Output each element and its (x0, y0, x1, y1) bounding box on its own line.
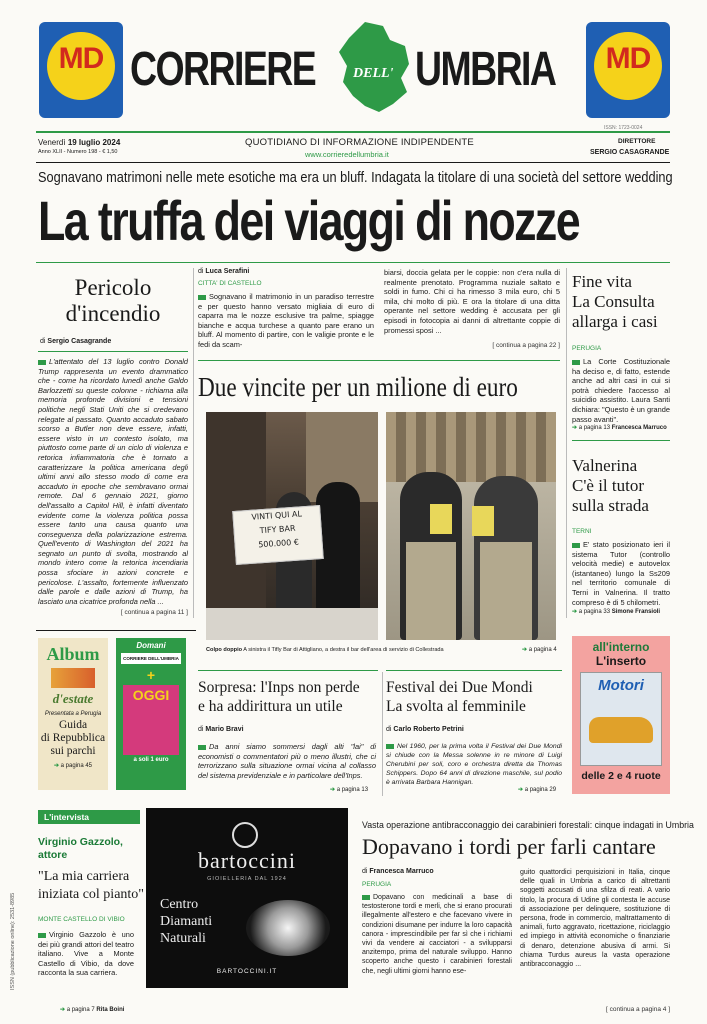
lead-continue[interactable]: [ continua a pagina 22 ] (492, 342, 560, 349)
interview-ref-page: a pagina 7 (66, 1007, 95, 1013)
poaching-continue[interactable]: [ continua a pagina 4 ] (606, 1006, 670, 1013)
editorial-byline-prefix: di (40, 338, 46, 345)
festival-byline (386, 726, 464, 733)
poaching-kicker: Vasta operazione antibracconaggio dei carabinieri forestali: cinque indagati in Umbria (362, 820, 694, 830)
lottery-top-rule (198, 360, 560, 361)
date-line (38, 138, 120, 147)
inps-ref[interactable] (330, 786, 368, 795)
lottery-ref[interactable] (522, 646, 557, 655)
insert-line2: L'inserto (595, 654, 647, 668)
website-link[interactable]: www.corrieredellumbria.it (305, 150, 389, 159)
inps-text (198, 742, 376, 780)
album-guide (38, 719, 108, 758)
lead-kicker: Sognavano matrimoni nelle mete esotiche ma era un bluff. Indagata la titolare di una società del settore wedding (38, 170, 673, 186)
festival-ref-page: a pagina 29 (524, 787, 557, 793)
inps-headline (198, 678, 360, 716)
arrow-icon: ➔ (572, 425, 578, 431)
ad-line3: Naturali (160, 931, 206, 946)
issue-line: Anno XLII - Numero 198 - € 1,50 (38, 149, 118, 155)
tagline: QUOTIDIANO DI INFORMAZIONE INDIPENDENTE (245, 137, 474, 148)
valnerina-text (572, 540, 670, 607)
insert-footer: delle 2 e 4 ruote (581, 770, 661, 782)
ad-line1: Centro (160, 897, 199, 912)
sidebar-rule (572, 440, 670, 441)
poaching-byline (362, 868, 434, 875)
masthead-rule (36, 131, 670, 133)
interview-quote-line1: "La mia carriera (38, 869, 130, 884)
md-logo-text: MD (605, 42, 651, 75)
editorial-headline (38, 275, 188, 327)
valnerina-ref-page: a pagina 33 (578, 609, 611, 615)
album-line1: Guida (58, 719, 88, 731)
arrow-icon: ➔ (330, 787, 336, 793)
car-image (589, 717, 653, 743)
sign-line2: TIFY BAR (259, 523, 296, 536)
promo-paper: CORRIERE DELL'UMBRIA (121, 653, 181, 664)
date-prefix: Venerdì (38, 138, 66, 147)
promo-magazine: OGGI (132, 687, 170, 703)
inps-ref-page: a pagina 13 (336, 787, 369, 793)
poaching-text-col2 (520, 868, 670, 969)
inps-headline-line1: Sorpresa: l'Inps non perde (198, 679, 360, 696)
album-line2: di Repubblica (40, 732, 106, 744)
festival-author: Carlo Roberto Petrini (393, 726, 464, 733)
valnerina-headline-line3: sulla strada (572, 496, 649, 515)
editorial-body: L'attentato del 13 luglio contro Donald Trump rappresenta un evento drammatico che - come ha ricordato lunedì anche Galdo Barlozzetti su queste colonne - richiama alla memoria profonde divisioni e tensioni politiche negli Stati Uniti che si credevano relegate al passato. Quanto accaduto sabato scorso a Butler non deve essere, infatti, essere visto in un contesto isolato, ma piuttosto come parte di un ciclo di violenza e retorica infiammatoria che è tornato a caratterizzare la politica americana degli ultimi anni allo stesso modo di come era accaduto in epoche che sembravano ormai remote. Dal 6 gennaio 2021, giorno dell'assalto a Capitol Hill, è infatti diventato evidente come la violenza politica possa essere tanto una causa quanto una conseguenza della polarizzazione estrema. Quell'evento di Washington del 2021 ha segnato un punto di svolta, mostrando al mondo intero come la retorica incendiaria possa sfociare in azioni concrete e pericolose. L'assalto, fortemente influenzato dalle parole e dalle azioni di Trump, ha lasciato una cicatrice profonda nella ... (38, 357, 188, 605)
inps-byline (198, 726, 244, 733)
ring-icon (232, 822, 258, 848)
poaching-body-2: guito quattordici perquisizioni in Italia, cinque delle quali in Umbria a carico di altrettanti soggetti accusati di una sfilza di reati. A vario titolo, la procura di Udine gli contesta le accuse di associazione per delinquere, sostituzione di persona, frode in commercio, maltrattamento di animali, furto aggravato, ricettazione, riciclaggio ed impiego in attività economiche o finanziarie di denaro, detenzione abusiva di armi. Si chiama Turdus aureus la vasta operazione antibracconaggio ... (520, 869, 670, 969)
ad-sub: GIOIELLERIA DAL 1924 (207, 876, 287, 882)
festival-headline-line2: La svolta al femminile (386, 698, 526, 715)
promo-magazine-cover (123, 685, 179, 755)
fine-vita-headline (572, 272, 658, 332)
fine-vita-ref[interactable] (572, 424, 667, 433)
lottery-photo-right (386, 412, 556, 640)
paragraph-marker (572, 543, 580, 548)
fine-vita-place: PERUGIA (572, 345, 602, 352)
valnerina-body: E' stato posizionato ieri il sistema Tutor (controllo velocità medie) e autovelox (istantaneo) lungo la Ss209 nel territorio comunale di Terni in Valnerina. Il tratto compreso è di 5 chilometri. (572, 540, 670, 607)
lottery-photo-left (206, 412, 378, 640)
ad-tagline (160, 896, 212, 947)
editorial-byline (40, 338, 111, 345)
interview-name-text: Virginio Gazzolo, (38, 836, 123, 848)
festival-text (386, 742, 562, 787)
bartoccini-ad[interactable] (146, 808, 348, 988)
album-decoration (51, 668, 95, 688)
arrow-icon: ➔ (53, 763, 59, 769)
director-label: DIRETTORE (618, 138, 656, 145)
poaching-byline-prefix: di (362, 868, 368, 875)
lead-byline-prefix: di (198, 268, 204, 275)
fine-vita-ref-author: Francesca Marruco (611, 425, 667, 431)
inps-byline-prefix: di (198, 726, 204, 733)
masthead-title-umbria: UMBRIA (415, 43, 556, 96)
arrow-icon: ➔ (572, 609, 578, 615)
lead-text-col1 (198, 292, 374, 350)
valnerina-headline-line2: C'è il tutor (572, 476, 645, 495)
valnerina-ref-author: Simone Fransioli (611, 609, 661, 615)
fine-vita-headline-line2: La Consulta (572, 292, 655, 311)
editorial-headline-line2: d'incendio (65, 301, 161, 326)
poaching-text-col1 (362, 893, 512, 976)
interview-quote (38, 868, 144, 904)
md-logo-right (586, 22, 670, 118)
fine-vita-body: La Corte Costituzionale ha deciso e, di fatto, estende anche ad altri casi in cui si potrà chiedere l'accesso al suicidio assistito. Laura Santi dichiara: "Questo è un grande passo avanti". (572, 357, 670, 424)
masthead-title (130, 38, 580, 108)
editorial-rule (38, 351, 188, 352)
sign-line1: VINTI QUI AL (251, 509, 303, 522)
ticket (430, 504, 452, 534)
lead-rule (36, 262, 670, 263)
interview-role: attore (38, 849, 68, 861)
lead-body-2: biarsi, doccia gelata per le coppie: non c'era nulla di realmente prenotato. Programma nuziale saltato e soldi in fumo. Chi ci ha rimesso 3 mila euro, chi 5 mila, chi molto di più. E ora la titolare di una ditta operante nel settore wedding è accusata per gli episodi in fotocopia ai danni di altrettante coppie di promessi sposi ... (384, 268, 560, 335)
valnerina-ref[interactable] (572, 608, 660, 617)
lead-text-col2 (384, 268, 560, 335)
album-presented: Presentata a Perugia (44, 711, 102, 717)
counter (206, 608, 378, 640)
valnerina-headline (572, 456, 649, 516)
poaching-body-1: Dopavano con medicinali a base di testosterone tordi e merli, che si erano procurati illegalmente all'estero e che facevano vivere in condizioni disumane per indurre la loro capacità canora - imprescindibile per far sì che i richiami vivi da vendere ai cacciatori - a svilupparsi anzitempo, prima del naturale sviluppo. Hanno scoperto anche questo i carabinieri forestali che, negli ultimi giorni hanno ese- (362, 894, 512, 975)
lead-body-1: Sognavano il matrimonio in un paradiso terrestre e per questo hanno versato migliaia di euro di caparra ma le nozze esclusive tra palme, spiagge bianche e acqua turchese a quanto pare erano un bluff. Al momento di partire, con le valigie pronte e le fedi da scam- (198, 292, 374, 349)
lottery-caption (206, 646, 506, 655)
inps-author: Mario Bravi (205, 726, 244, 733)
paragraph-marker (572, 360, 580, 365)
middle-rule (36, 630, 196, 631)
arrow-icon: ➔ (60, 1007, 66, 1013)
paragraph-marker (198, 745, 206, 750)
issn: ISSN: 1723-0024 (604, 125, 643, 131)
festival-body: Nel 1960, per la prima volta il Festival dei Due Mondi si chiude con la Messa solenne in re minore di Luigi Cherubini per soli, coro e orchestra diretta da Thomas Schippers. Dopo 64 anni di direzione maschile, sul podio è arrivata Barbara Hannigan. (386, 743, 562, 786)
valnerina-headline-line1: Valnerina (572, 456, 638, 475)
inps-headline-line2: e ha addirittura un utile (198, 698, 343, 715)
director-name: SERGIO CASAGRANDE (590, 149, 670, 156)
promo-plus: + (146, 667, 156, 683)
diamond-ring-image (246, 900, 330, 956)
insert-line1: all'interno (592, 640, 650, 654)
apron (480, 542, 532, 640)
caption-text: A sinistra il Tifly Bar di Attigliano, a destra il bar dell'area di servizio di Collestrada (243, 647, 444, 653)
sign-line3: 500.000 € (257, 537, 300, 550)
date: 19 luglio 2024 (67, 138, 121, 147)
ad-brand: bartoccini (198, 848, 296, 873)
winning-sign (232, 505, 324, 565)
festival-rule (386, 670, 562, 671)
inps-body: Da anni siamo sommersi dagli alti "lai" di economisti o commentatori più o meno illustri, che ci terrorizzano sulla situazione ormai vicina al collasso del sistema previdenziale e in particolare dell'Inps. (198, 742, 376, 780)
interview-side-text: ISSN (pubblicazione online): 2531-8985 (10, 892, 16, 990)
date-rule (36, 162, 670, 163)
poaching-place: PERUGIA (362, 881, 392, 888)
paragraph-marker (38, 360, 46, 365)
promo-box[interactable] (116, 638, 186, 790)
fine-vita-headline-line1: Fine vita (572, 272, 632, 291)
festival-headline-line1: Festival dei Due Mondi (386, 679, 533, 696)
ticket (472, 506, 494, 536)
md-logo-text: MD (58, 42, 104, 75)
album-title: Album (46, 644, 100, 664)
valnerina-place: TERNI (572, 528, 592, 535)
paragraph-marker (386, 744, 394, 749)
fine-vita-ref-page: a pagina 13 (578, 425, 611, 431)
apron (406, 542, 456, 640)
ad-site: BARTOCCINI.IT (216, 968, 278, 975)
inps-rule (198, 670, 378, 671)
paragraph-marker (38, 933, 46, 938)
paragraph-marker (362, 895, 370, 900)
album-subtitle: d'estate (52, 691, 94, 706)
poaching-headline: Dopavano i tordi per farli cantare (362, 834, 656, 859)
paragraph-marker (198, 295, 206, 300)
fine-vita-headline-line3: allarga i casi (572, 312, 658, 331)
interview-place: MONTE CASTELLO DI VIBIO (38, 916, 125, 923)
album-ref-page: a pagina 45 (60, 763, 93, 769)
interview-text (38, 930, 134, 978)
lead-headline: La truffa dei viaggi di nozze (38, 189, 580, 252)
festival-byline-prefix: di (386, 726, 392, 733)
md-logo-left (39, 22, 123, 118)
interview-quote-line2: iniziata col pianto" (38, 887, 145, 902)
poaching-author: Francesca Marruco (369, 868, 434, 875)
lead-byline (198, 268, 249, 275)
festival-ref[interactable] (518, 786, 556, 795)
insert-magazine: Motori (598, 677, 644, 694)
arrow-icon: ➔ (518, 787, 524, 793)
album-ref[interactable] (38, 762, 108, 771)
interview-ref-author: Rita Boini (96, 1007, 125, 1013)
editorial-headline-line1: Pericolo (74, 275, 152, 300)
arrow-icon: ➔ (522, 647, 528, 653)
ad-line2: Diamanti (160, 914, 213, 929)
lottery-ref-page: a pagina 4 (528, 647, 557, 653)
insert-magazine-cover (580, 672, 662, 766)
caption-bold: Colpo doppio (206, 647, 243, 653)
shelf (386, 412, 556, 482)
col-divider-3 (382, 672, 383, 796)
masthead-title-dell: DELL' (353, 66, 394, 81)
insert-box[interactable] (572, 636, 670, 794)
col-divider-2 (566, 268, 567, 618)
album-line3: sui parchi (50, 745, 96, 757)
lead-author: Luca Serafini (205, 268, 250, 275)
festival-headline (386, 678, 533, 716)
promo-label: Domani (136, 641, 166, 650)
editorial-author: Sergio Casagrande (47, 338, 112, 345)
interview-label: L'intervista (38, 810, 140, 824)
lottery-headline: Due vincite per un milione di euro (198, 372, 518, 402)
fine-vita-text (572, 357, 670, 424)
interview-ref[interactable] (60, 1006, 124, 1015)
interview-body: Virginio Gazzolo è uno dei più grandi attori del teatro italiano. Vive a Monte Castello di Vibio, da dove racconta la sua carriera. (38, 930, 134, 978)
album-box[interactable] (38, 638, 108, 790)
lead-place: CITTA' DI CASTELLO (198, 280, 262, 287)
editorial-continue[interactable]: [ continua a pagina 11 ] (120, 609, 188, 616)
col-divider-1 (193, 268, 194, 618)
editorial-text (38, 357, 188, 605)
promo-footer: a soli 1 euro (133, 757, 169, 763)
interview-name (38, 836, 123, 862)
masthead-title-corriere: CORRIERE (130, 43, 316, 96)
